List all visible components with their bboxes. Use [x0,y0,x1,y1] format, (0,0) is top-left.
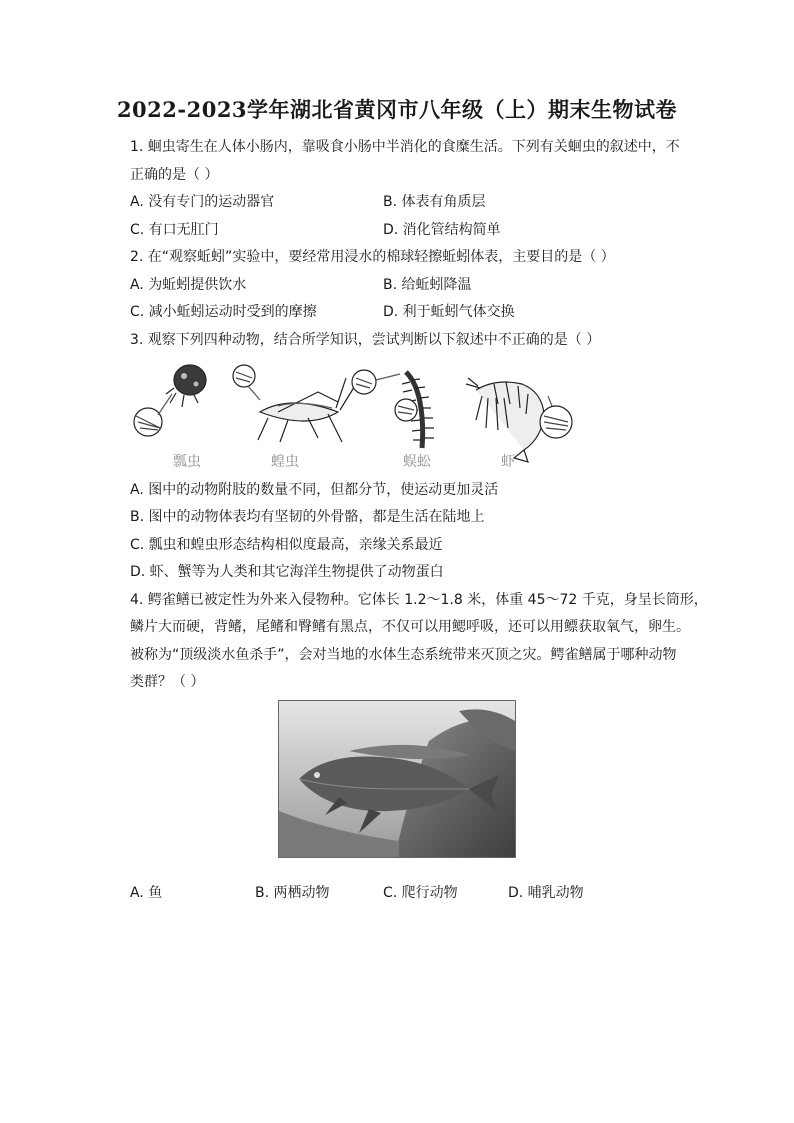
grasshopper-drawing [233,365,356,442]
q4-stem-line3: 被称为“顶级淡水鱼杀手”，会对当地的水体生态系统带来灭顶之灾。鳄雀鳝属于哪种动物 [130,647,677,663]
q3-option-b: B. 图中的动物体表均有坚韧的外骨骼，都是生活在陆地上 [130,509,485,525]
q1-option-c: C. 有口无肛门 [130,222,219,238]
q4-stem-line4: 类群？（ ） [130,674,205,690]
q1-option-b: B. 体表有角质层 [383,194,486,210]
q4-option-d: D. 哺乳动物 [508,885,584,901]
shrimp-drawing [466,378,572,462]
q3-option-d: D. 虾、蟹等为人类和其它海洋生物提供了动物蛋白 [130,564,444,580]
q2-option-a: A. 为蚯蚓提供饮水 [130,277,247,293]
ladybug-drawing [134,365,206,436]
q1-option-a: A. 没有专门的运动器官 [130,194,275,210]
label-grasshopper: 蝗虫 [271,454,299,470]
q4-stem-line2: 鳞片大而硬，背鳍，尾鳍和臀鳍有黑点，不仅可以用鳃呼吸，还可以用鳔获取氧气，卵生。 [130,619,690,635]
q4-option-b: B. 两栖动物 [255,885,330,901]
q1-option-d: D. 消化管结构简单 [383,222,501,238]
q3-option-a: A. 图中的动物附肢的数量不同，但都分节，使运动更加灵活 [130,482,499,498]
q1-stem-line1: 1. 蛔虫寄生在人体小肠内，靠吸食小肠中半消化的食糜生活。下列有关蛔虫的叙述中，不 [130,139,680,155]
alligator-gar-photo [278,700,516,858]
q2-stem: 2. 在“观察蚯蚓”实验中，要经常用浸水的棉球轻擦蚯蚓体表，主要目的是（ ） [130,249,615,265]
q3-stem: 3. 观察下列四种动物，结合所学知识，尝试判断以下叙述中不正确的是（ ） [130,332,601,348]
q4-stem-line1: 4. 鳄雀鳝已被定性为外来入侵物种。它体长 1.2～1.8 米，体重 45～72 千克，身呈长筒形， [130,592,708,608]
q2-option-b: B. 给蚯蚓降温 [383,277,472,293]
label-centipede: 蜈蚣 [403,454,431,470]
q4-option-c: C. 爬行动物 [383,885,458,901]
q4-option-a: A. 鱼 [130,885,163,901]
label-ladybug: 瓢虫 [173,454,201,470]
q2-option-c: C. 减小蚯蚓运动时受到的摩擦 [130,304,317,320]
label-shrimp: 虾 [501,454,515,470]
q1-stem-line2: 正确的是（ ） [130,167,219,183]
q2-option-d: D. 利于蚯蚓气体交换 [383,304,515,320]
page-title: 2022-2023学年湖北省黄冈市八年级（上）期末生物试卷 [116,97,678,122]
q3-option-c: C. 瓢虫和蝗虫形态结构相似度最高，亲缘关系最近 [130,537,443,553]
centipede-drawing [352,370,434,448]
